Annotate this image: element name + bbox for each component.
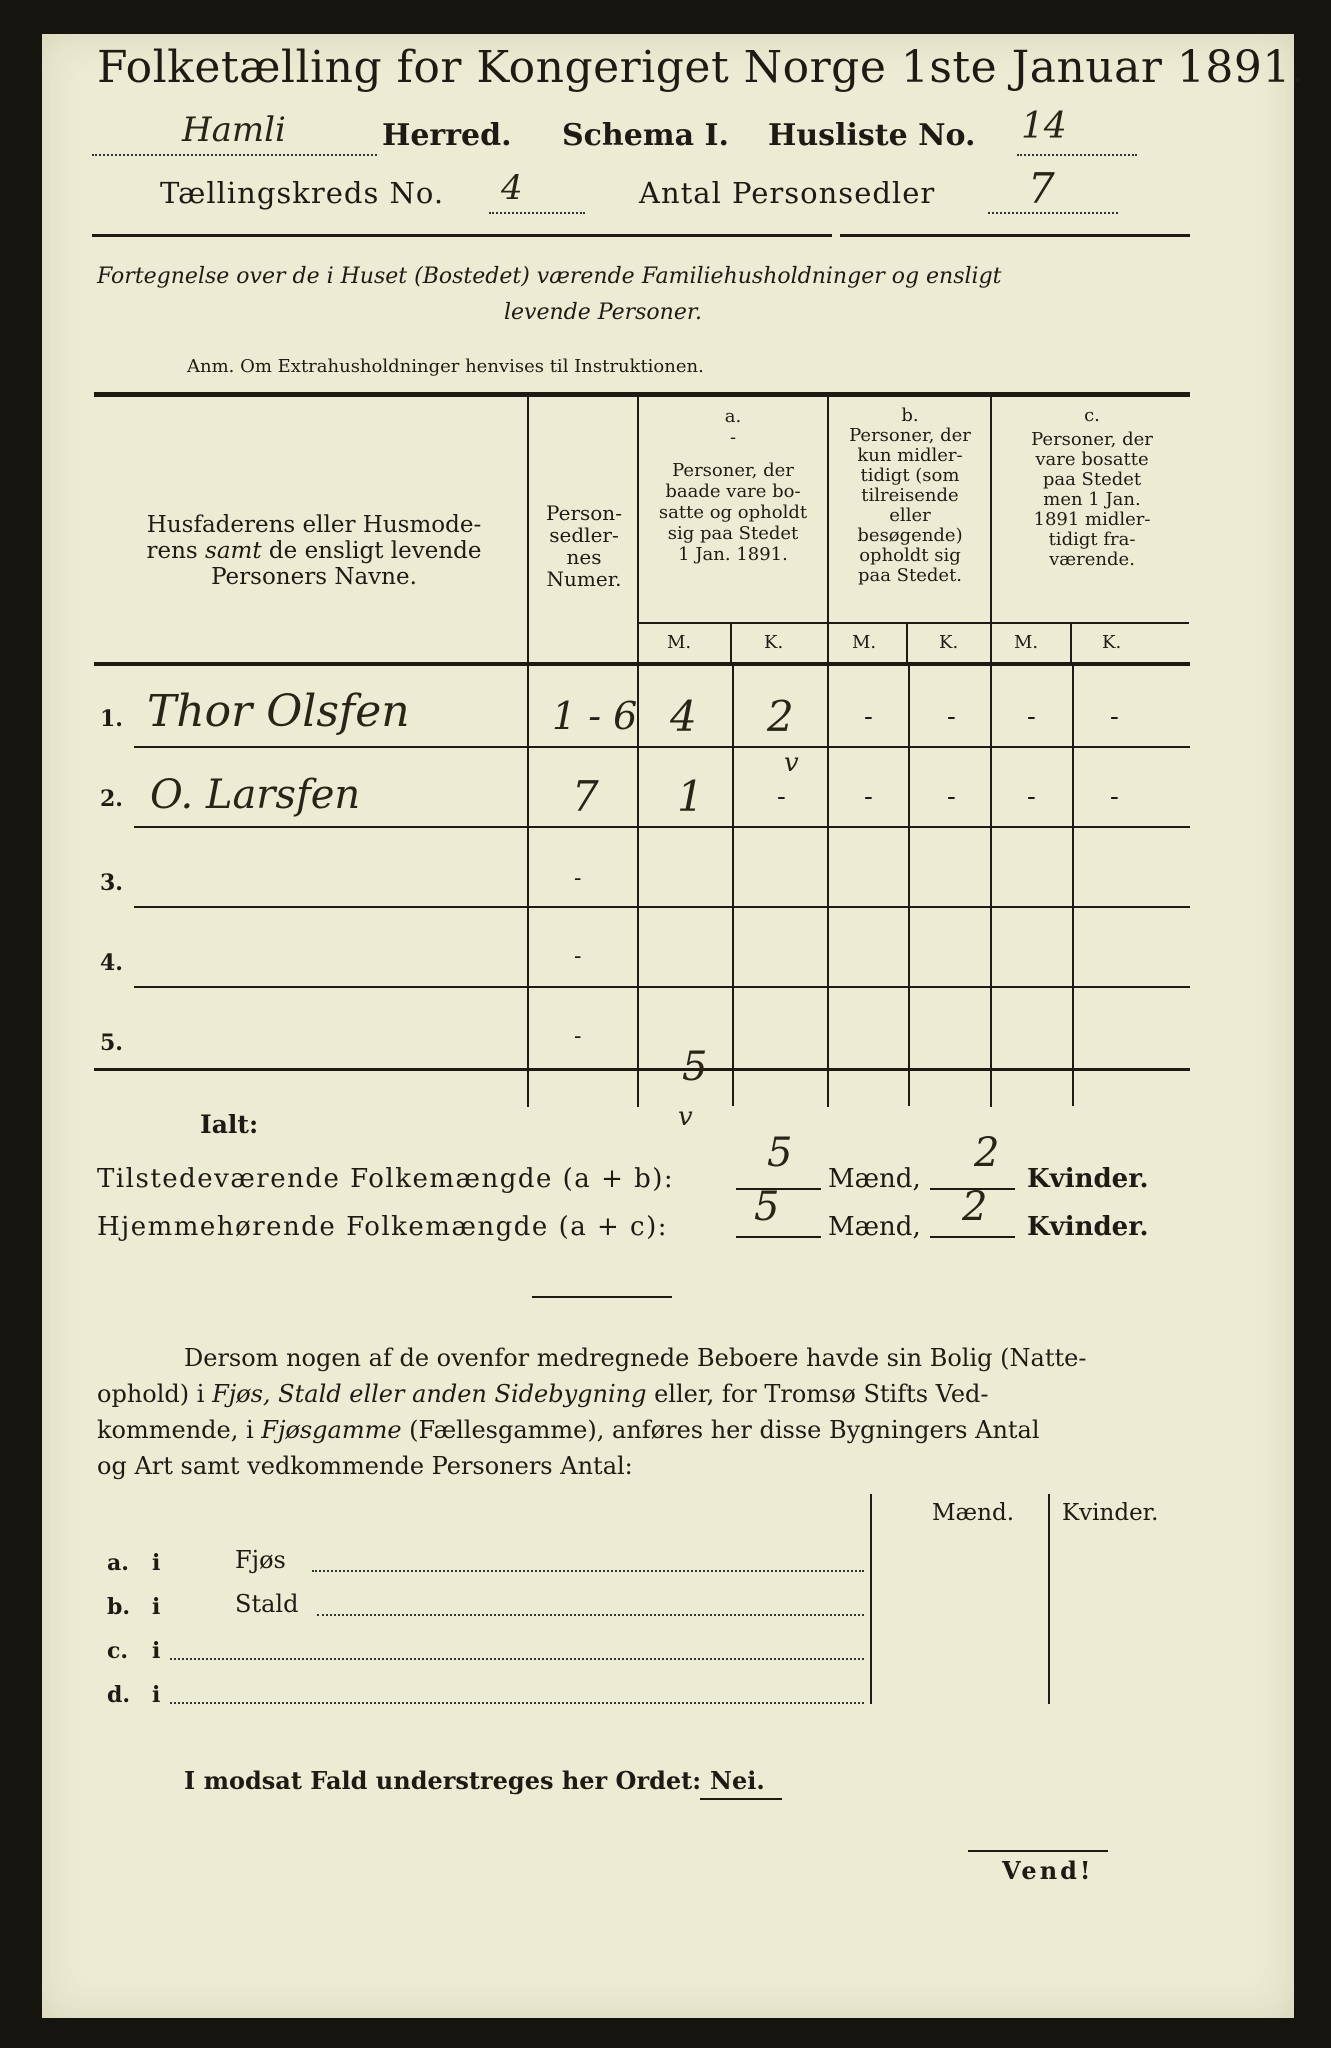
row-c-m: - — [1027, 702, 1036, 732]
item-i: i — [152, 1638, 161, 1664]
item-dots — [170, 1692, 864, 1704]
bottom-para-3: kommende, i Fjøsgamme (Fællesgamme), anføres her disse Bygningers Antal — [97, 1416, 1040, 1444]
mk-header-rule — [639, 622, 1189, 624]
col-name-l2: rens samt de ensligt levende — [146, 538, 482, 564]
modsat-text: I modsat Fald understreges her Ordet: — [184, 1766, 702, 1795]
form-title: Folketælling for Kongeriget Norge 1ste Januar 1891. — [97, 42, 1306, 93]
tilst-kvinder: Kvinder. — [1027, 1164, 1149, 1194]
hjem-m-line — [736, 1236, 821, 1238]
am-header: M. — [667, 632, 692, 653]
item-label: Stald — [235, 1590, 299, 1618]
hjem-kvinder: Kvinder. — [1027, 1212, 1149, 1242]
col-sep-bm — [906, 624, 908, 664]
bottom-col-sep-2 — [1048, 1494, 1050, 1704]
row-a-k: 2 — [767, 692, 794, 741]
bm-header: M. — [852, 632, 877, 653]
row-number: 5. — [100, 1030, 123, 1056]
row-b-k: - — [947, 782, 956, 812]
ak-header: K. — [764, 632, 784, 653]
bottom-para-2: ophold) i Fjøs, Stald eller anden Sidebygning eller, for Tromsø Stifts Ved- — [97, 1380, 989, 1408]
husliste-value: 14 — [1021, 106, 1067, 147]
row-b-m: - — [864, 782, 873, 812]
hjem-label: Hjemmehørende Folkemængde (a + c): — [97, 1212, 668, 1242]
row-personsedler: - — [574, 1024, 582, 1049]
row-c-k: - — [1110, 702, 1119, 732]
intro-line-2: levende Personer. — [504, 300, 702, 325]
row-personsedler: 1 - 6 — [552, 694, 638, 738]
item-i: i — [152, 1682, 161, 1708]
col-sep-name — [527, 397, 529, 1107]
hjem-maend: Mænd, — [828, 1212, 921, 1242]
row-b-m: - — [864, 702, 873, 732]
col-c-header: c. Personer, der vare bosatte paa Stedet men 1 Jan. 1891 midler- tidigt fra- værende. — [1031, 405, 1153, 570]
antal-label: Antal Personsedler — [639, 176, 936, 210]
tilst-m-value: 5 — [767, 1130, 793, 1176]
bottom-para-1: Dersom nogen af de ovenfor medregnede Beboere havde sin Bolig (Natte- — [184, 1344, 1087, 1372]
item-dots — [317, 1604, 864, 1616]
col-a-header: a. - Personer, der baade vare bo- satte og opholdt sig paa Stedet 1 Jan. 1891. — [658, 406, 808, 565]
col-sep-cm — [1070, 624, 1072, 664]
nei-word: Nei. — [710, 1766, 765, 1795]
hjem-k-value: 2 — [962, 1184, 988, 1230]
table-header-bottom — [94, 662, 1190, 666]
ialt-label: Ialt: — [200, 1110, 259, 1139]
col-sep-bm-body — [908, 666, 910, 1106]
row-line-1 — [134, 746, 1190, 748]
hjem-k-line — [930, 1236, 1015, 1238]
row-number: 2. — [100, 786, 123, 812]
row-number: 1. — [100, 706, 123, 732]
row-line-3 — [134, 906, 1190, 908]
col-name-header — [104, 512, 524, 590]
row-number: 3. — [100, 870, 123, 896]
header-rule-right — [840, 234, 1190, 237]
item-i: i — [152, 1550, 161, 1576]
row-name: Thor Olsfen — [147, 686, 410, 737]
row-personsedler: - — [574, 944, 582, 969]
col-name-l1: Husfaderens eller Husmode- — [146, 512, 482, 538]
col-sep-am-body — [732, 666, 734, 1106]
tilst-k-value: 2 — [974, 1130, 1000, 1176]
bottom-para-4: og Art samt vedkommende Personers Antal: — [97, 1452, 633, 1480]
vend-rule — [968, 1850, 1108, 1852]
row-c-m: - — [1027, 782, 1036, 812]
husliste-label: Husliste No. — [768, 118, 976, 153]
row-a-m: 1 — [677, 772, 704, 821]
schema-label: Schema I. — [562, 118, 729, 153]
herred-value: Hamli — [182, 110, 286, 150]
kvinder-column-header: Kvinder. — [1062, 1500, 1159, 1526]
row-line-2 — [134, 826, 1190, 828]
total-check: v — [678, 1102, 693, 1132]
antal-value: 7 — [1028, 164, 1055, 213]
antal-field — [988, 164, 1118, 214]
row-a-k: - — [777, 782, 786, 812]
nei-underline — [700, 1798, 782, 1800]
col-sep-a — [827, 397, 829, 1107]
item-letter: b. — [107, 1594, 131, 1620]
total-mark: 5 — [682, 1044, 708, 1090]
herred-field — [92, 106, 377, 156]
bottom-col-sep-1 — [870, 1494, 872, 1704]
col-num-header: Person- sedler- nes Numer. — [546, 501, 622, 591]
husliste-field — [1017, 106, 1137, 156]
census-form — [42, 34, 1306, 2018]
tilst-label: Tilstedeværende Folkemængde (a + b): — [97, 1164, 675, 1194]
vend-label: Vend! — [1002, 1856, 1094, 1885]
kreds-field — [489, 168, 585, 214]
col-sep-am — [730, 624, 732, 664]
bk-header: K. — [939, 632, 959, 653]
row-c-k: - — [1110, 782, 1119, 812]
table-top-rule — [94, 392, 1190, 397]
table-bottom-rule — [94, 1068, 1190, 1071]
row-b-k: - — [947, 702, 956, 732]
section-divider — [532, 1296, 672, 1298]
hjem-m-value: 5 — [754, 1184, 780, 1230]
item-letter: d. — [107, 1682, 131, 1708]
row-a-k-check: v — [784, 748, 799, 778]
herred-label: Herred. — [382, 118, 512, 153]
item-dots — [312, 1560, 864, 1572]
row-personsedler: 7 — [572, 772, 599, 821]
row-line-4 — [134, 986, 1190, 988]
col-name-l3: Personers Navne. — [211, 564, 417, 590]
kreds-value: 4 — [501, 168, 523, 208]
intro-line-1: Fortegnelse over de i Huset (Bostedet) værende Familiehusholdninger og ensligt — [97, 264, 1002, 289]
item-i: i — [152, 1594, 161, 1620]
header-rule-left — [92, 234, 832, 237]
row-a-m: 4 — [670, 692, 697, 741]
maend-column-header: Mænd. — [932, 1500, 1015, 1526]
col-b-header: b. Personer, der kun midler- tidigt (som tilreisende eller besøgende) opholdt sig paa Stedet. — [849, 405, 971, 586]
row-personsedler: - — [574, 866, 582, 891]
anm-note: Anm. Om Extrahusholdninger henvises til Instruktionen. — [187, 356, 704, 377]
cm-header: M. — [1014, 632, 1039, 653]
row-number: 4. — [100, 950, 123, 976]
kreds-label: Tællingskreds No. — [160, 176, 445, 210]
item-letter: a. — [107, 1550, 129, 1576]
tilst-maend: Mænd, — [828, 1164, 921, 1194]
item-label: Fjøs — [235, 1546, 286, 1574]
item-dots — [170, 1648, 864, 1660]
ck-header: K. — [1102, 632, 1122, 653]
row-name: O. Larsfen — [150, 772, 361, 818]
col-sep-cm-body — [1072, 666, 1074, 1106]
item-letter: c. — [107, 1638, 129, 1664]
